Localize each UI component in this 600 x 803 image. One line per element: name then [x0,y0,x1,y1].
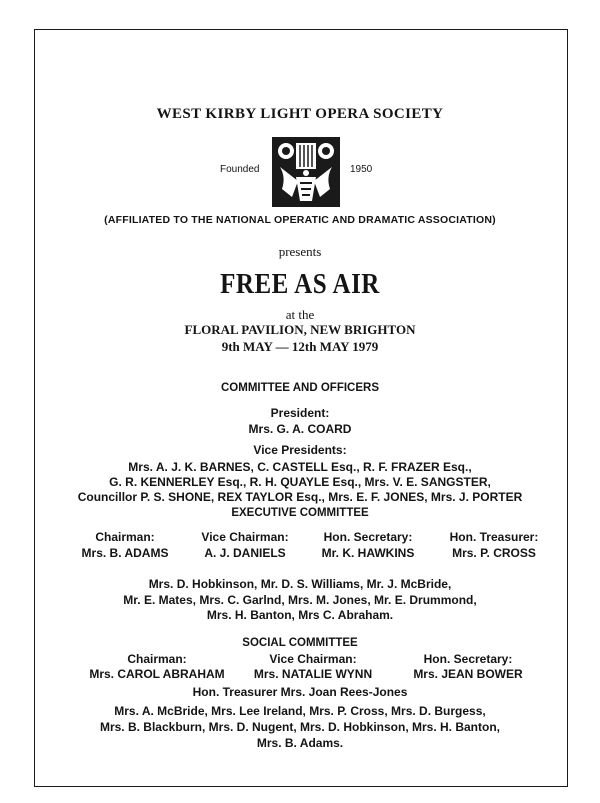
president-name: Mrs. G. A. COARD [248,422,352,436]
performance-dates: 9th MAY — 12th MAY 1979 [221,339,379,354]
committee-heading: COMMITTEE AND OFFICERS [220,382,379,394]
vice-presidents-line: Councillor P. S. SHONE, REX TAYLOR Esq., Mrs. E. F. JONES, Mrs. J. PORTER [77,490,523,504]
at-the-text: at the [285,307,315,322]
presents-text: presents [278,244,322,259]
social-secretary-name: Mrs. JEAN BOWER [413,667,523,681]
president-label: President: [270,406,330,420]
venue: FLORAL PAVILION, NEW BRIGHTON [184,322,416,337]
exec-secretary-name: Mr. K. HAWKINS [321,546,415,560]
exec-treasurer-name: Mrs. P. CROSS [452,546,536,560]
social-treasurer: Hon. Treasurer Mrs. Joan Rees-Jones [192,685,408,699]
social-members-line: Mrs. A. McBride, Mrs. Lee Ireland, Mrs. P. Cross, Mrs. D. Burgess, [114,704,486,718]
vice-presidents-line: G. R. KENNERLEY Esq., R. H. QUAYLE Esq., Mrs. V. E. SANGSTER, [109,475,491,489]
social-chairman-name: Mrs. CAROL ABRAHAM [89,667,225,681]
executive-heading: EXECUTIVE COMMITTEE [231,507,369,519]
exec-chairman-role: Chairman: [95,530,155,544]
exec-vice-chairman-name: A. J. DANIELS [204,546,286,560]
founded-year: 1950 [350,164,373,175]
show-title: FREE AS AIR [220,269,380,300]
vice-presidents-label: Vice Presidents: [253,443,347,457]
society-emblem-icon [272,137,340,207]
social-members-line: Mrs. B. Adams. [256,736,344,750]
exec-members-line: Mrs. D. Hobkinson, Mr. D. S. Williams, Mr. J. McBride, [148,577,452,591]
exec-vice-chairman-role: Vice Chairman: [201,530,289,544]
founded-label: Founded [220,164,260,175]
social-vice-chairman-role: Vice Chairman: [269,652,357,666]
social-vice-chairman-name: Mrs. NATALIE WYNN [253,667,373,681]
vice-presidents-line: Mrs. A. J. K. BARNES, C. CASTELL Esq., R. F. FRAZER Esq., [128,460,472,474]
society-name: WEST KIRBY LIGHT OPERA SOCIETY [156,106,444,122]
exec-members-line: Mrs. H. Banton, Mrs C. Abraham. [206,608,394,622]
social-members-line: Mrs. B. Blackburn, Mrs. D. Nugent, Mrs. D. Hobkinson, Mrs. H. Banton, [99,720,501,734]
social-secretary-role: Hon. Secretary: [423,652,513,666]
exec-treasurer-role: Hon. Treasurer: [449,530,539,544]
exec-members-line: Mr. E. Mates, Mrs. C. Garlnd, Mrs. M. Jones, Mr. E. Drummond, [123,593,477,607]
social-heading: SOCIAL COMMITTEE [242,637,358,649]
social-chairman-role: Chairman: [127,652,187,666]
exec-chairman-name: Mrs. B. ADAMS [81,546,169,560]
exec-secretary-role: Hon. Secretary: [323,530,413,544]
affiliation: (AFFILIATED TO THE NATIONAL OPERATIC AND DRAMATIC ASSOCIATION) [104,214,496,226]
